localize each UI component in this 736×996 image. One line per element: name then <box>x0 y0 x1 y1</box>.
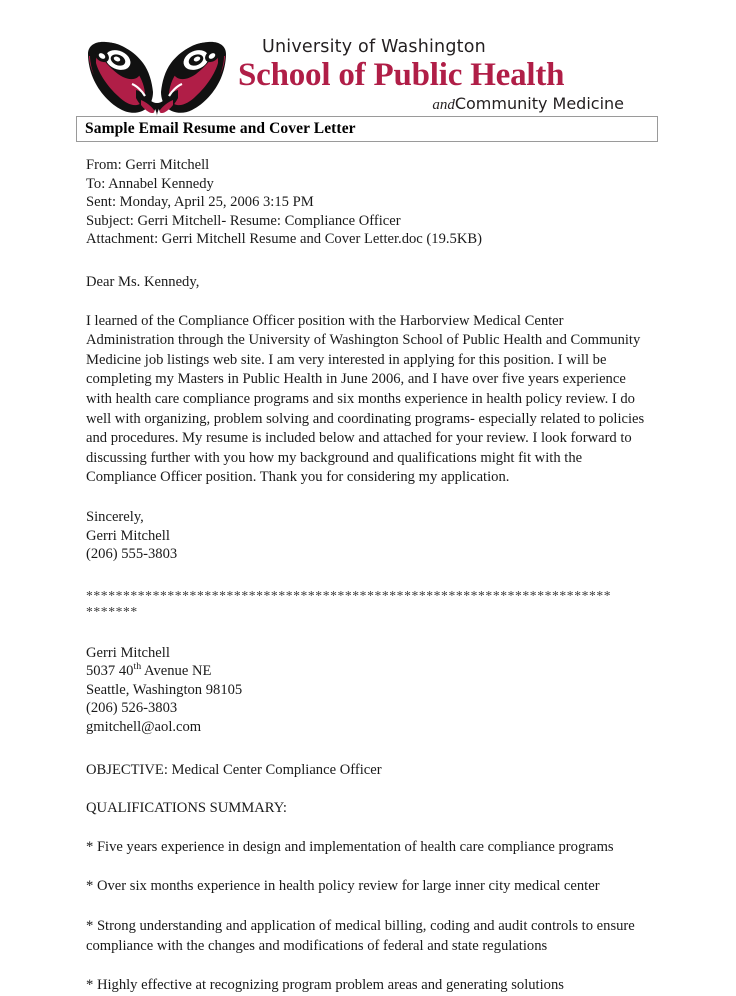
uw-sphcm-native-art-logo-icon <box>86 40 228 116</box>
qualification-bullet: * Five years experience in design and implementation of health care compliance programs <box>86 838 614 855</box>
signer-phone: (206) 555-3803 <box>86 546 178 563</box>
spacer <box>86 292 646 312</box>
signature-block <box>86 508 646 564</box>
address-number: 5037 40 <box>86 663 134 680</box>
address-ordinal-suffix: th <box>133 661 142 673</box>
spacer <box>86 897 646 917</box>
email-subject: Subject: Gerri Mitchell- Resume: Compliance Officer <box>86 212 401 229</box>
letterhead-text <box>228 37 666 116</box>
email-header-block <box>86 156 646 249</box>
spacer <box>86 488 646 508</box>
community-medicine-text: Community Medicine <box>454 94 624 113</box>
spacer <box>86 818 646 838</box>
closing: Sincerely, <box>86 508 144 525</box>
and-word: and <box>432 97 455 113</box>
cover-letter-body: I learned of the Compliance Officer position with the Harborview Medical Center Administration through the University of Washington School of Public Health and Community Medicine job listings web site. I am very interested in applying for this position. I will be completing my Masters in Public Health in June 2006, and I have over five years experience with health care compliance programs and six months experience in health policy review. I do well with organizing, problem solving and coordinating programs- especially related to policies and procedures. My resume is included below and attached for your review. I look forward to discussing further with you how my background and qualifications might fit with the Compliance Officer position. Thank you for considering my application. <box>86 312 645 486</box>
spacer <box>86 620 646 644</box>
community-medicine-line <box>238 94 666 114</box>
salutation: Dear Ms. Kennedy, <box>86 273 200 290</box>
spacer <box>86 956 646 976</box>
spacer <box>86 779 646 799</box>
resume-name: Gerri Mitchell <box>86 644 170 661</box>
resume-email: gmitchell@aol.com <box>86 719 202 736</box>
resume-city-state-zip: Seattle, Washington 98105 <box>86 681 243 698</box>
qualifications-bullet-list <box>86 838 646 996</box>
school-name: School of Public Health <box>238 57 565 94</box>
qualification-bullet: * Strong understanding and application of medical billing, coding and audit controls to ensure compliance with the changes and modifications of federal and state regulations <box>86 918 635 954</box>
qualifications-heading: QUALIFICATIONS SUMMARY: <box>86 800 287 817</box>
resume-contact-block <box>86 644 646 737</box>
spacer <box>86 249 646 273</box>
resume-phone: (206) 526-3803 <box>86 700 178 717</box>
email-sent: Sent: Monday, April 25, 2006 3:15 PM <box>86 194 314 211</box>
qualification-bullet: * Highly effective at recognizing program problem areas and generating solutions <box>86 977 564 994</box>
objective-line: OBJECTIVE: Medical Center Compliance Officer <box>86 761 382 778</box>
address-street: Avenue NE <box>141 663 212 680</box>
document-body <box>86 156 646 996</box>
email-from: From: Gerri Mitchell <box>86 157 210 173</box>
letterhead <box>86 38 666 116</box>
page-title: Sample Email Resume and Cover Letter <box>85 120 356 137</box>
spacer <box>86 857 646 877</box>
university-name: University of Washington <box>262 36 486 57</box>
spacer <box>86 737 646 761</box>
email-to: To: Annabel Kennedy <box>86 175 214 192</box>
spacer <box>86 564 646 588</box>
document-title-box <box>76 116 658 142</box>
qualification-bullet: * Over six months experience in health policy review for large inner city medical center <box>86 878 600 895</box>
signer-name: Gerri Mitchell <box>86 527 170 544</box>
email-attachment: Attachment: Gerri Mitchell Resume and Cover Letter.doc (19.5KB) <box>86 231 482 248</box>
asterisk-separator: ****************************************************************************** <box>86 587 612 619</box>
resume-address <box>86 662 646 681</box>
